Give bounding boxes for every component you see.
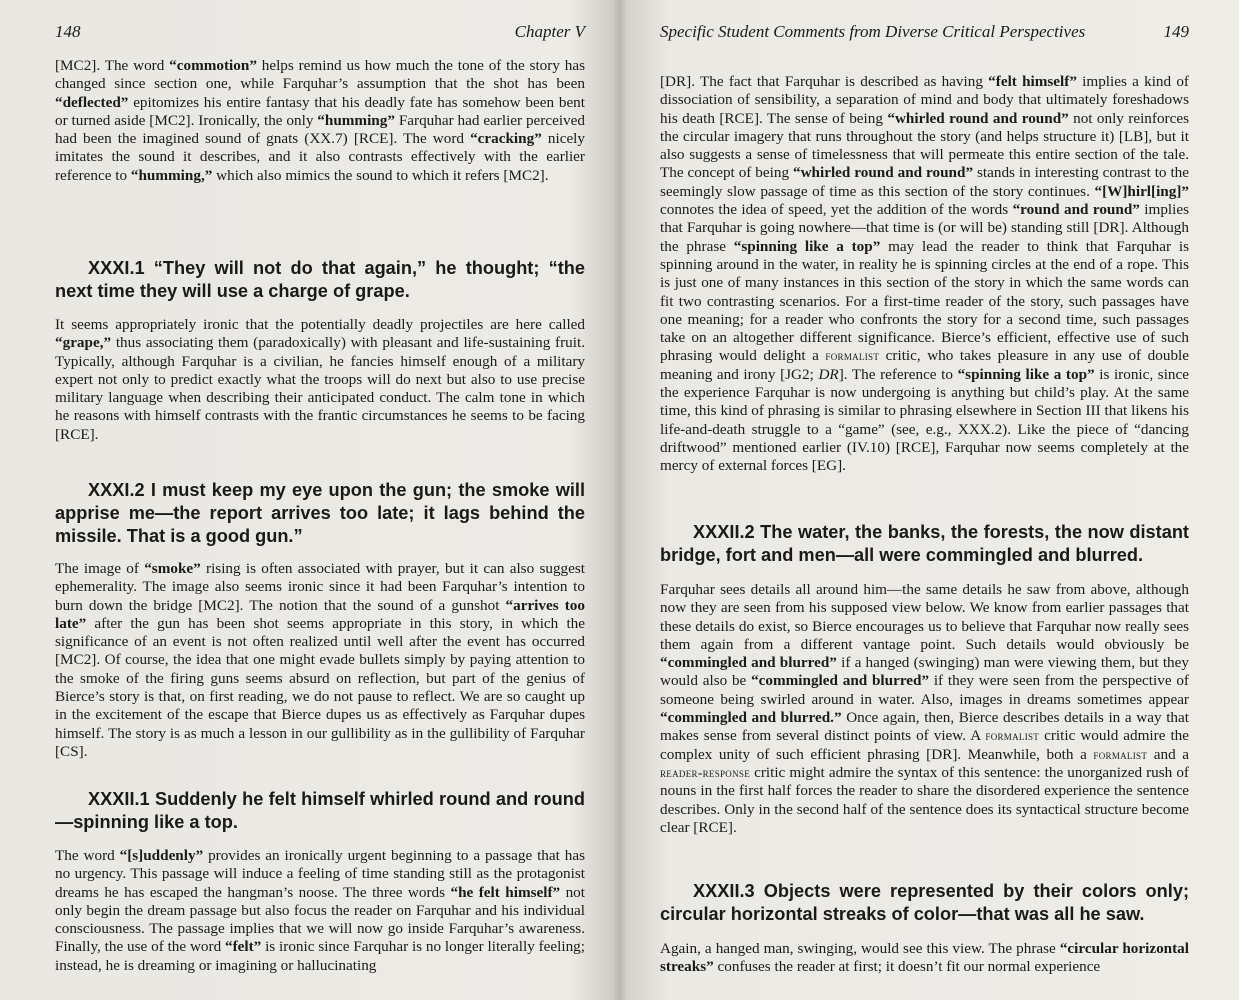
left-page-number: 148 (55, 22, 81, 41)
left-section-heading-1: XXXI.1 “They will not do that again,” he thought; “the next time they will use a charge of grape. (55, 258, 585, 301)
right-paragraph-3: Again, a hanged man, swinging, would see this view. The phrase “circular horizontal streaks” confuses the reader at first; it doesn’t fit our normal experience (660, 940, 1189, 976)
left-paragraph-2: It seems appropriately ironic that the potentially deadly projectiles are here called “grape,” thus associating them (paradoxically) with pleasant and life-sustaining fruit. Typically, although Farquhar is a civilian, he fancies himself enough of a military expert not only to predict exactly what the troops will do next but also to use precise military language when describing their anticipated conduct. The calm tone in which he reasons with himself contrasts with the frantic circumstances he seems to be facing [RCE]. (55, 316, 585, 443)
right-page (625, 0, 1239, 1000)
right-paragraph-2: Farquhar sees details all around him—the same details he saw from above, although now they are seen from his supposed view below. We know from earlier passages that these details do exist, so Bierce encourages us to believe that Farquhar now really sees them again from a different vantage point. Such details would obviously be “commingled and blurred” if a hanged (swinging) man were viewing them, but they would also be “commingled and blurred” if they were seen from the perspective of someone being swirled around in water. Also, images in dreams sometimes appear “commingled and blurred.” Once again, then, Bierce describes details in a way that makes sense from several distinct points of view. A formalist critic would admire the complex unity of such efficient phrasing [DR]. Meanwhile, both a formalist and a reader-response critic might admire the syntax of this sentence: the unorganized rush of nouns in the first half forces the reader to share the disordered experience the sentence describes. Only in the second half of the sentence does its syntactical structure become clear [RCE]. (660, 581, 1190, 836)
left-section-heading-2: XXXI.2 I must keep my eye upon the gun; the smoke will apprise me—the report arrives too late; it lags behind the missile. That is a good gun.” (55, 480, 585, 546)
left-chapter-title: Chapter V (514, 22, 585, 41)
right-chapter-title: Specific Student Comments from Diverse Critical Perspectives (660, 22, 1086, 41)
right-section-heading-2: XXXII.3 Objects were represented by their colors only; circular horizontal streaks of color—that was all he saw. (660, 881, 1189, 924)
left-running-head (55, 22, 585, 44)
left-section-heading-3: XXXII.1 Suddenly he felt himself whirled round and round—spinning like a top. (55, 789, 585, 832)
right-page-number: 149 (1163, 22, 1189, 41)
right-running-head (660, 22, 1189, 44)
left-paragraph-1: [MC2]. The word “commotion” helps remind us how much the tone of the story has changed since section one, while Farquhar’s assumption that the shot has been “deflected” epitomizes his entire fantasy that his deadly fate has somehow been bent or turned aside [MC2]. Ironically, the only “humming” Farquhar had earlier perceived had been the imagined sound of gnats (XX.7) [RCE]. The word “cracking” nicely imitates the sound it describes, and it also contrasts effectively with the earlier reference to “humming,” which also mimics the sound to which it refers [MC2]. (55, 57, 585, 184)
left-page (0, 0, 615, 1000)
left-paragraph-3: The image of “smoke” rising is often associated with prayer, but it can also suggest ephemerality. The image also seems ironic since it had been Farquhar’s intention to burn down the bridge [MC2]. The notion that the sound of a gunshot “arrives too late” after the gun has been shot seems appropriate in this story, in which the significance of an event is not often realized until well after the event has occurred [MC2]. Of course, the idea that one might evade bullets simply by paying attention to the smoke of the firing guns seems absurd on reflection, but part of the genius of Bierce’s story is that, on first reading, we do not pause to reflect. We are so caught up in the excitement of the escape that Bierce dupes us as effectively as Farquhar dupes himself. The story is as much a lesson in our gullibility as in the gullibility of Farquhar [CS]. (55, 560, 586, 760)
right-section-heading-1: XXXII.2 The water, the banks, the forests, the now distant bridge, fort and men—all were commingled and blurred. (660, 522, 1189, 565)
left-paragraph-4: The word “[s]uddenly” provides an ironically urgent beginning to a passage that has no urgency. This passage will induce a feeling of time standing still as the protagonist dreams he has escaped the hangman’s noose. The three words “he felt himself” not only begin the dream passage but also focus the reader on Farquhar and his individual consciousness. The passage implies that we will now go inside Farquhar’s awareness. Finally, the use of the word “felt” is ironic since Farquhar is no longer literally feeling; instead, he is dreaming or imagining or hallucinating (55, 847, 585, 974)
right-paragraph-1: [DR]. The fact that Farquhar is described as having “felt himself” implies a kind of dissociation of sensibility, a separation of mind and body that ultimately foreshadows his death [RCE]. The sense of being “whirled round and round” not only reinforces the circular imagery that runs throughout the story (and helps structure it) [LB], but it also suggests a sense of timelessness that will permeate this entire section of the tale. The concept of being “whirled round and round” stands in interesting contrast to the seemingly slow passage of time as this section of the story continues. “[W]hirl[ing]” connotes the idea of speed, yet the addition of the words “round and round” implies that Farquhar is going nowhere—that time is (or will be) standing still [DR]. Although the phrase “spinning like a top” may lead the reader to think that Farquhar is spinning around in the water, in reality he is spinning circles at the end of a rope. This is just one of many instances in this section of the story in which the same words can fit two contrasting scenarios. For a first-time reader of the story, such passages have one meaning; for a reader who confronts the story for a second time, such passages take on an altogether different significance. Bierce’s efficient, effective use of such phrasing would delight a formalist critic, who takes pleasure in any use of double meaning and irony [JG2; DR]. The reference to “spinning like a top” is ironic, since the experience Farquhar is now undergoing is anything but child’s play. At the same time, this kind of phrasing is similar to phrasing elsewhere in Section III that likens his life-and-death struggle to a “game” (see, e.g., XXX.2). Like the piece of “dancing driftwood” mentioned earlier (IV.10) [RCE], Farquhar now seems completely at the mercy of external forces [EG]. (660, 73, 1190, 475)
